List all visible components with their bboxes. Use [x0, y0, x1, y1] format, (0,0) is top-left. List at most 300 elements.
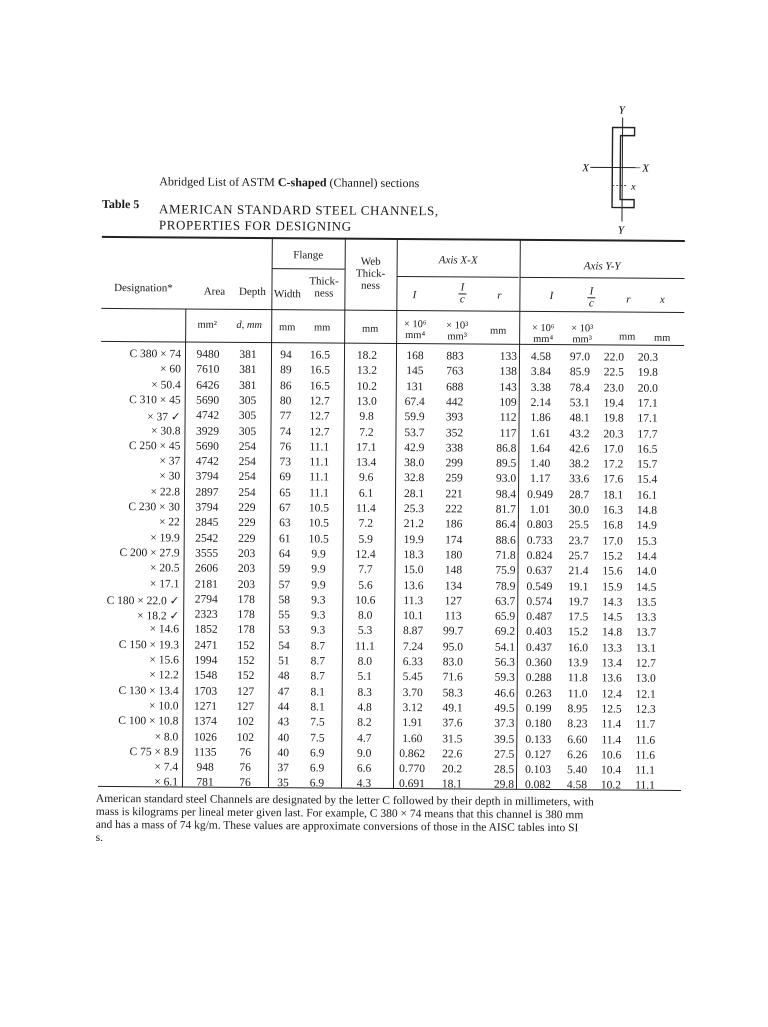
cell-sy: 97.0 [563, 351, 597, 363]
cell-depth: 229 [230, 517, 264, 529]
cell-ry: 10.4 [596, 764, 626, 776]
cell-rx: 54.1 [475, 641, 515, 653]
cell-ry: 12.4 [597, 688, 627, 700]
cell-sx: 352 [436, 427, 472, 439]
cell-depth: 178 [229, 609, 263, 621]
cell-flange-thickness: 9.3 [301, 594, 335, 606]
cell-rx: 143 [477, 381, 517, 393]
cell-flange-thickness: 16.5 [303, 365, 337, 377]
cell-area: 3794 [188, 502, 226, 514]
cell-designation: × 8.0 [98, 730, 178, 743]
cell-rx: 86.4 [476, 519, 516, 531]
cell-designation: × 10.0 [99, 700, 179, 713]
cell-ix: 168 [397, 350, 433, 362]
cell-designation: × 6.1 [98, 776, 178, 789]
cell-ry: 11.4 [596, 719, 626, 731]
cell-area: 1548 [187, 670, 225, 682]
cell-sy: 17.5 [561, 611, 595, 623]
cell-sx: 134 [435, 580, 471, 592]
cell-sy: 33.6 [562, 474, 596, 486]
cell-designation: × 50.4 [101, 379, 181, 392]
cell-sx: 58.3 [435, 687, 471, 699]
cell-depth: 152 [229, 655, 263, 667]
cell-depth: 127 [229, 701, 263, 713]
cell-iy: 0.487 [521, 611, 557, 623]
cell-x-bar: 12.3 [631, 704, 661, 716]
cell-area: 1703 [187, 685, 225, 697]
cell-x-bar: 11.6 [630, 749, 660, 761]
cell-x-bar: 20.0 [633, 382, 663, 394]
cell-flange-width: 89 [273, 364, 299, 376]
cell-sx: 37.6 [434, 717, 470, 729]
cell-flange-thickness: 12.7 [303, 395, 337, 407]
cell-rx: 28.5 [474, 764, 514, 776]
cell-area: 2181 [187, 578, 225, 590]
cell-depth: 381 [231, 379, 265, 391]
cell-ix: 3.70 [395, 687, 431, 699]
cell-iy: 0.824 [522, 550, 558, 562]
cell-designation: C 250 × 45 [100, 440, 180, 453]
cell-flange-thickness: 8.1 [301, 701, 335, 713]
cell-designation: × 14.6 [99, 623, 179, 636]
cell-web-thickness: 8.0 [344, 656, 386, 668]
cell-flange-thickness: 6.9 [300, 762, 334, 774]
cell-flange-thickness: 11.1 [302, 441, 336, 453]
cell-area: 4742 [188, 456, 226, 468]
cell-flange-thickness: 8.7 [301, 640, 335, 652]
cell-rx: 109 [477, 396, 517, 408]
cell-ix: 42.9 [396, 442, 432, 454]
cell-sy: 28.7 [562, 489, 596, 501]
cell-designation: × 37 ✓ [101, 409, 181, 424]
cell-flange-thickness: 12.7 [302, 426, 336, 438]
cell-flange-width: 40 [270, 747, 296, 759]
cell-x-bar: 16.1 [632, 489, 662, 501]
cell-web-thickness: 5.3 [344, 625, 386, 637]
cell-ry: 13.6 [597, 673, 627, 685]
cell-sx: 71.6 [435, 672, 471, 684]
cell-depth: 229 [230, 502, 264, 514]
cell-iy: 0.263 [521, 687, 557, 699]
cell-flange-thickness: 10.5 [302, 518, 336, 530]
cell-rx: 59.3 [475, 672, 515, 684]
cell-designation: × 15.6 [99, 654, 179, 667]
cell-flange-thickness: 9.9 [301, 579, 335, 591]
channel-section-diagram [582, 101, 653, 236]
cell-iy: 1.40 [522, 458, 558, 470]
cell-ry: 11.4 [596, 734, 626, 746]
cell-ix: 67.4 [397, 396, 433, 408]
cell-iy: 2.14 [523, 397, 559, 409]
cell-sx: 259 [436, 473, 472, 485]
cell-sy: 48.1 [563, 412, 597, 424]
cell-area: 3555 [188, 547, 226, 559]
cell-x-bar: 11.1 [630, 765, 660, 777]
cell-x-bar: 14.0 [631, 566, 661, 578]
cell-iy: 0.403 [521, 626, 557, 638]
cell-flange-width: 86 [273, 380, 299, 392]
cell-designation: C 150 × 19.3 [99, 639, 179, 652]
cell-rx: 81.7 [476, 504, 516, 516]
cell-depth: 254 [230, 487, 264, 499]
cell-ix: 1.91 [394, 717, 430, 729]
cell-rx: 88.6 [476, 534, 516, 546]
cell-sx: 83.0 [435, 656, 471, 668]
cell-ix: 0.862 [394, 748, 430, 760]
cell-iy: 0.549 [521, 580, 557, 592]
cell-x-bar: 16.5 [632, 443, 662, 455]
cell-sx: 99.7 [435, 626, 471, 638]
cell-x-bar: 19.8 [633, 367, 663, 379]
cell-x-bar: 15.4 [632, 474, 662, 486]
cell-web-thickness: 17.1 [345, 441, 387, 453]
cell-sx: 180 [436, 549, 472, 561]
cell-web-thickness: 6.6 [343, 763, 385, 775]
unit-thickness: mm [303, 322, 341, 333]
cell-flange-width: 40 [270, 732, 296, 744]
cell-web-thickness: 11.1 [344, 640, 386, 652]
cell-sy: 21.4 [561, 565, 595, 577]
cell-depth: 152 [229, 670, 263, 682]
cell-area: 2897 [188, 486, 226, 498]
cell-iy: 0.127 [520, 749, 556, 761]
cell-sx: 442 [437, 396, 473, 408]
cell-ix: 11.3 [395, 595, 431, 607]
cell-x-bar: 20.3 [633, 352, 663, 364]
cell-rx: 71.8 [476, 549, 516, 561]
cell-area: 6426 [189, 379, 227, 391]
cell-rx: 46.6 [475, 687, 515, 699]
cell-flange-thickness: 9.3 [301, 625, 335, 637]
cell-iy: 0.803 [522, 519, 558, 531]
cell-rx: 49.5 [475, 702, 515, 714]
cell-depth: 102 [228, 731, 262, 743]
cell-ry: 16.8 [598, 520, 628, 532]
cell-web-thickness: 8.3 [344, 686, 386, 698]
cell-depth: 305 [231, 395, 265, 407]
table-top-rule [102, 236, 685, 242]
cell-rx: 56.3 [475, 657, 515, 669]
cell-flange-width: 65 [272, 487, 298, 499]
cell-depth: 305 [231, 410, 265, 422]
cell-area: 781 [186, 777, 224, 789]
cell-sx: 113 [435, 610, 471, 622]
cell-area: 3794 [188, 471, 226, 483]
cell-flange-thickness: 12.7 [303, 411, 337, 423]
cell-rx: 29.8 [474, 779, 514, 791]
cell-flange-width: 55 [271, 609, 297, 621]
cell-sx: 222 [436, 503, 472, 515]
cell-sy: 4.58 [560, 780, 594, 792]
cell-ry: 10.6 [596, 749, 626, 761]
header-web-thickness: Web Thick- ness [344, 256, 396, 292]
cell-flange-width: 73 [272, 456, 298, 468]
cell-area: 1994 [187, 655, 225, 667]
cell-flange-width: 48 [271, 670, 297, 682]
cell-iy: 0.574 [521, 596, 557, 608]
cell-flange-width: 37 [270, 762, 296, 774]
cell-web-thickness: 12.4 [345, 549, 387, 561]
cell-flange-width: 64 [272, 548, 298, 560]
cell-flange-width: 94 [273, 349, 299, 361]
cell-flange-width: 44 [271, 701, 297, 713]
cell-designation: × 37 [100, 455, 180, 468]
cell-flange-width: 76 [272, 441, 298, 453]
cell-flange-thickness: 9.3 [301, 609, 335, 621]
cell-designation: × 19.9 [100, 531, 180, 544]
cell-sy: 6.26 [560, 749, 594, 761]
cell-flange-width: 67 [272, 502, 298, 514]
header-iy: I [536, 290, 566, 302]
cell-x-bar: 15.3 [632, 535, 662, 547]
cell-flange-thickness: 9.9 [302, 548, 336, 560]
cell-web-thickness: 9.0 [343, 747, 385, 759]
cell-ry: 23.0 [599, 382, 629, 394]
cell-sy: 85.9 [563, 366, 597, 378]
cell-flange-width: 63 [272, 517, 298, 529]
cell-area: 5690 [189, 394, 227, 406]
cell-flange-width: 51 [271, 655, 297, 667]
cell-depth: 254 [230, 471, 264, 483]
cell-rx: 133 [477, 351, 517, 363]
cell-ry: 17.2 [598, 458, 628, 470]
cell-rx: 86.8 [476, 442, 516, 454]
cell-sx: 148 [435, 564, 471, 576]
cell-sy: 53.1 [563, 397, 597, 409]
cell-x-bar: 12.1 [631, 688, 661, 700]
cell-area: 2323 [187, 609, 225, 621]
cell-ry: 17.6 [598, 474, 628, 486]
cell-depth: 178 [229, 624, 263, 636]
cell-rx: 75.9 [475, 565, 515, 577]
table-title: AMERICAN STANDARD STEEL CHANNELS, PROPERTIES FOR DESIGNING [159, 201, 439, 235]
cell-area: 1026 [186, 731, 224, 743]
cell-depth: 381 [231, 364, 265, 376]
cell-ry: 12.5 [597, 703, 627, 715]
cell-iy: 0.082 [520, 779, 556, 791]
header-sx: $\frac{I}{c}$ [447, 282, 477, 305]
cell-sy: 43.2 [562, 428, 596, 440]
cell-ix: 5.45 [395, 671, 431, 683]
cell-designation: × 12.2 [99, 669, 179, 682]
cell-ry: 22.0 [599, 351, 629, 363]
cell-web-thickness: 6.1 [345, 487, 387, 499]
cell-designation: C 75 × 8.9 [98, 746, 178, 759]
cell-flange-width: 77 [273, 410, 299, 422]
cell-designation: × 30.8 [100, 424, 180, 437]
diagram-label-y-bottom: Y [618, 225, 626, 237]
cell-sx: 688 [437, 381, 473, 393]
header-ry: r [615, 293, 641, 305]
cell-sy: 25.5 [562, 519, 596, 531]
cell-ix: 19.9 [396, 534, 432, 546]
cell-flange-thickness: 10.5 [302, 502, 336, 514]
cell-area: 3929 [188, 425, 226, 437]
cell-sx: 31.5 [434, 733, 470, 745]
cell-flange-width: 58 [271, 594, 297, 606]
cell-sx: 186 [436, 519, 472, 531]
cell-flange-width: 54 [271, 640, 297, 652]
cell-flange-thickness: 11.1 [302, 487, 336, 499]
cell-sy: 6.60 [560, 734, 594, 746]
cell-depth: 203 [229, 578, 263, 590]
cell-area: 2794 [187, 593, 225, 605]
cell-sx: 22.6 [434, 748, 470, 760]
cell-iy: 0.437 [521, 642, 557, 654]
unit-ix: × 10⁶ mm⁴ [397, 319, 433, 341]
header-depth: Depth [233, 286, 271, 298]
cell-iy: 0.199 [521, 703, 557, 715]
header-flange: Flange [272, 249, 345, 262]
header-axis-xx: Axis X-X [397, 254, 520, 267]
cell-flange-thickness: 11.1 [302, 456, 336, 468]
cell-web-thickness: 5.1 [344, 671, 386, 683]
unit-rx: mm [481, 326, 515, 337]
cell-depth: 178 [229, 594, 263, 606]
unit-web: mm [346, 324, 394, 335]
cell-sy: 13.9 [561, 657, 595, 669]
diagram-label-x-right: X [641, 163, 650, 175]
cell-sy: 16.0 [561, 642, 595, 654]
cell-web-thickness: 7.2 [345, 518, 387, 530]
section-caption: Abridged List of ASTM C-shaped (Channel) sections [159, 174, 419, 191]
cell-area: 5690 [188, 440, 226, 452]
cell-flange-width: 47 [271, 686, 297, 698]
cell-sx: 95.0 [435, 641, 471, 653]
cell-web-thickness: 7.2 [345, 426, 387, 438]
cell-rx: 112 [477, 412, 517, 424]
diagram-label-x-small: x [630, 182, 636, 193]
cell-designation: C 130 × 13.4 [99, 684, 179, 697]
cell-x-bar: 14.8 [632, 505, 662, 517]
cell-x-bar: 12.7 [631, 658, 661, 670]
cell-rx: 27.5 [474, 748, 514, 760]
cell-depth: 254 [230, 456, 264, 468]
cell-ry: 13.3 [597, 642, 627, 654]
cell-web-thickness: 18.2 [346, 350, 388, 362]
cell-depth: 305 [230, 425, 264, 437]
cell-flange-width: 61 [272, 533, 298, 545]
cell-web-thickness: 8.0 [344, 610, 386, 622]
cell-area: 948 [186, 762, 224, 774]
cell-designation: × 20.5 [99, 562, 179, 575]
cell-rx: 89.5 [476, 458, 516, 470]
cell-flange-thickness: 16.5 [303, 349, 337, 361]
cell-area: 2471 [187, 639, 225, 651]
cell-iy: 0.637 [521, 565, 557, 577]
cell-web-thickness: 7.7 [344, 564, 386, 576]
cell-iy: 0.733 [522, 534, 558, 546]
cell-ry: 18.1 [598, 489, 628, 501]
cell-depth: 381 [231, 349, 265, 361]
cell-x-bar: 14.4 [632, 551, 662, 563]
cell-sy: 23.7 [562, 535, 596, 547]
cell-designation: × 22.8 [100, 486, 180, 499]
cell-flange-thickness: 6.9 [300, 747, 334, 759]
cell-web-thickness: 13.4 [345, 457, 387, 469]
cell-flange-thickness: 6.9 [300, 778, 334, 790]
cell-sx: 763 [437, 366, 473, 378]
cell-ix: 10.1 [395, 610, 431, 622]
cell-iy: 1.17 [522, 473, 558, 485]
cell-depth: 203 [229, 563, 263, 575]
cell-depth: 76 [228, 762, 262, 774]
cell-ix: 131 [397, 381, 433, 393]
cell-depth: 76 [228, 777, 262, 789]
cell-x-bar: 14.9 [632, 520, 662, 532]
cell-ix: 1.60 [394, 732, 430, 744]
cell-ix: 0.691 [394, 778, 430, 790]
cell-flange-thickness: 9.9 [301, 564, 335, 576]
header-axis-yy: Axis Y-Y [520, 260, 685, 273]
cell-rx: 63.7 [475, 595, 515, 607]
cell-ix: 7.24 [395, 641, 431, 653]
unit-sx: × 10³ mm³ [439, 320, 475, 342]
cell-x-bar: 13.7 [631, 627, 661, 639]
cell-designation: C 380 × 74 [101, 348, 181, 361]
unit-width: mm [273, 322, 301, 333]
cell-area: 2542 [188, 532, 226, 544]
cell-web-thickness: 5.9 [345, 533, 387, 545]
cell-depth: 229 [230, 532, 264, 544]
cell-iy: 3.38 [523, 381, 559, 393]
cell-area: 1135 [186, 746, 224, 758]
cell-area: 2606 [187, 563, 225, 575]
cell-designation: C 100 × 10.8 [98, 715, 178, 728]
cell-x-bar: 17.7 [632, 428, 662, 440]
cell-iy: 3.84 [523, 366, 559, 378]
cell-flange-thickness: 8.7 [301, 655, 335, 667]
cell-rx: 39.5 [474, 733, 514, 745]
cell-x-bar: 13.1 [631, 642, 661, 654]
unit-ry: mm [613, 331, 641, 342]
cell-sy: 8.95 [561, 703, 595, 715]
cell-designation: C 230 × 30 [100, 501, 180, 514]
cell-rx: 37.3 [474, 718, 514, 730]
cell-ix: 15.0 [395, 564, 431, 576]
cell-sy: 19.1 [561, 581, 595, 593]
cell-web-thickness: 10.2 [346, 380, 388, 392]
unit-area: mm² [187, 320, 227, 331]
cell-flange-width: 69 [272, 471, 298, 483]
cell-ry: 15.2 [598, 550, 628, 562]
header-ix: I [399, 289, 429, 301]
cell-ix: 18.3 [396, 549, 432, 561]
cell-web-thickness: 4.7 [343, 732, 385, 744]
cell-sx: 393 [437, 411, 473, 423]
cell-ix: 3.12 [395, 702, 431, 714]
header-rx: r [486, 290, 512, 302]
cell-web-thickness: 8.2 [343, 717, 385, 729]
cell-designation: × 18.2 ✓ [99, 608, 179, 623]
cell-flange-width: 53 [271, 624, 297, 636]
cell-ry: 14.3 [597, 596, 627, 608]
cell-x-bar: 13.0 [631, 673, 661, 685]
cell-web-thickness: 9.8 [346, 411, 388, 423]
cell-rx: 117 [476, 427, 516, 439]
cell-sx: 221 [436, 488, 472, 500]
cell-depth: 254 [230, 441, 264, 453]
cell-x-bar: 17.1 [633, 413, 663, 425]
cell-x-bar: 13.3 [631, 612, 661, 624]
diagram-label-y-top: Y [619, 105, 627, 117]
cell-ix: 145 [397, 365, 433, 377]
header-area: Area [197, 286, 231, 298]
cell-web-thickness: 11.4 [345, 503, 387, 515]
cell-flange-width: 74 [272, 426, 298, 438]
cell-iy: 0.360 [521, 657, 557, 669]
header-sy: $\frac{I}{c}$ [576, 286, 606, 309]
